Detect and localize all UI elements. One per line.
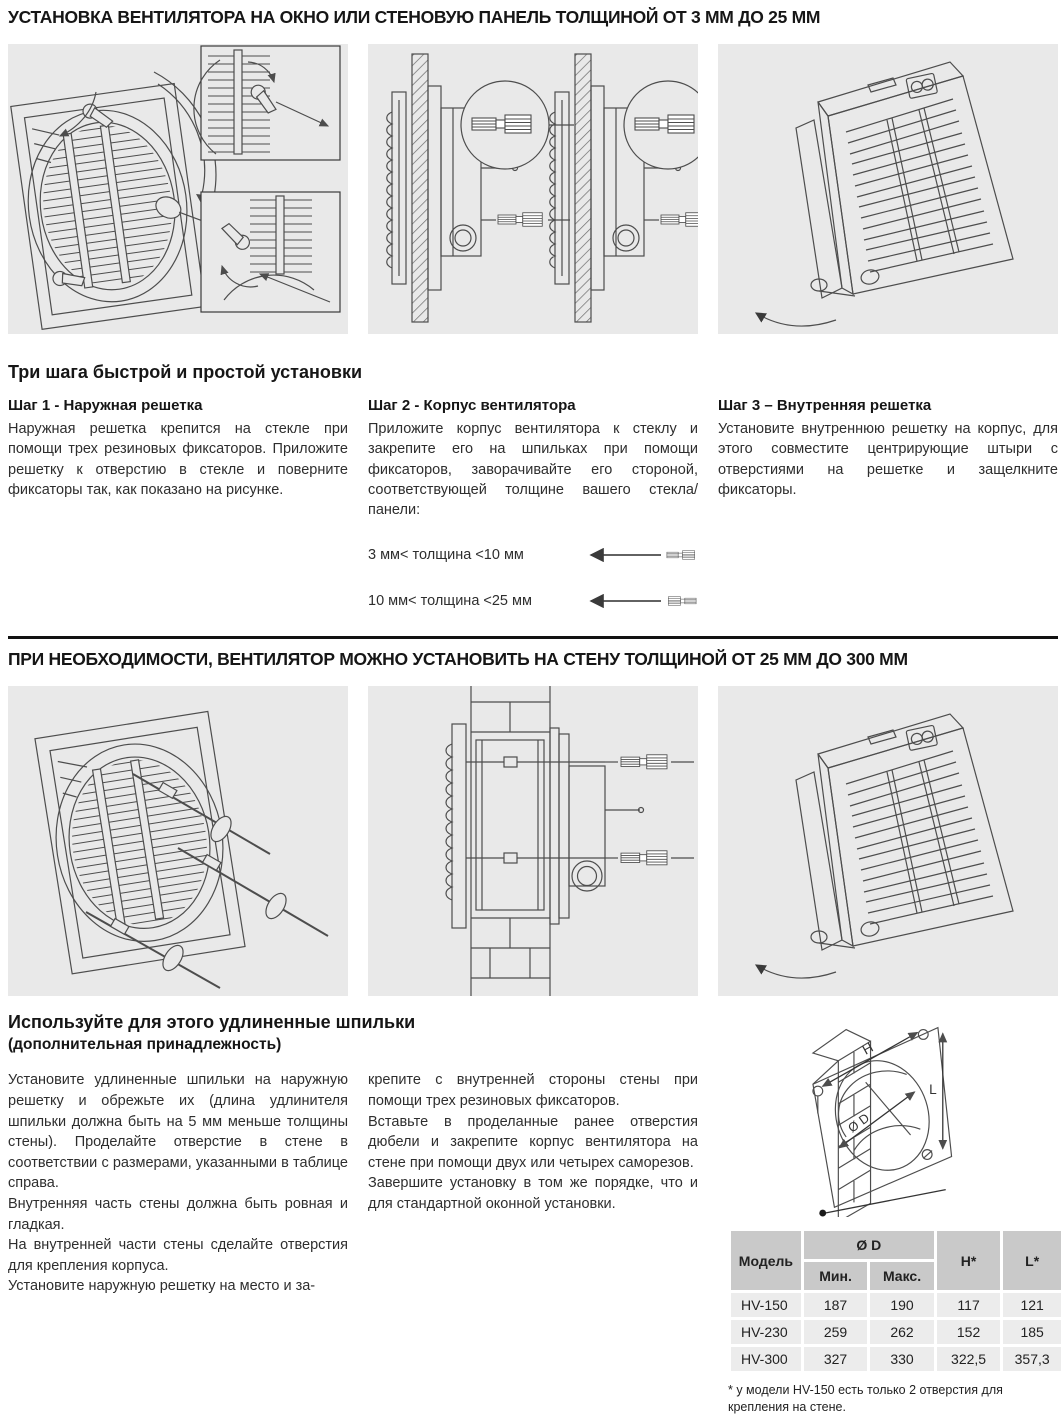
bottom-right-column [728, 1012, 1058, 1415]
cell-model: HV-230 [731, 1320, 801, 1344]
section2-title: ПРИ НЕОБХОДИМОСТИ, ВЕНТИЛЯТОР МОЖНО УСТАНОВИТЬ НА СТЕНУ ТОЛЩИНОЙ ОТ 25 ММ ДО 300 ММ [8, 649, 908, 670]
cell-h: 322,5 [937, 1347, 1001, 1371]
table-row [731, 1320, 1061, 1344]
section-divider [8, 636, 1058, 639]
cell-min: 259 [804, 1320, 867, 1344]
paragraph: Завершите установку в том же порядке, что и для стандартной оконной установки. [368, 1175, 698, 1212]
table-footnote: * у модели HV-150 есть только 2 отверстия для крепления на стене. [728, 1383, 1003, 1414]
paragraph: Вставьте в проделанные ранее отверстия дюбели и закрепите корпус вентилятора на стене при помощи двух или четырех саморезов. [368, 1113, 698, 1171]
left-arrow-icon [583, 548, 665, 562]
table-row [731, 1293, 1061, 1317]
col-header-d: Ø D [804, 1231, 934, 1259]
cell-h: 117 [937, 1293, 1001, 1317]
body-text-columns [8, 1070, 708, 1296]
section1-title: УСТАНОВКА ВЕНТИЛЯТОРА НА ОКНО ИЛИ СТЕНОВУЮ ПАНЕЛЬ ТОЛЩИНОЙ ОТ 3 ММ ДО 25 ММ [8, 7, 821, 27]
illustration-fan-perspective-2 [718, 686, 1058, 996]
bottom-section [8, 1012, 1058, 1415]
cell-min: 327 [804, 1347, 867, 1371]
fixator-icon [665, 544, 698, 566]
dimensions-table [728, 1228, 1064, 1374]
step-2-text: Приложите корпус вентилятора к стеклу и закрепите его на шпильках при помощи фиксаторов, заворачивайте его стороной, соответствующей толщине вашего стекла/панели: [368, 421, 698, 519]
left-arrow-icon [583, 594, 665, 608]
cell-l: 185 [1003, 1320, 1061, 1344]
col-header-max: Макс. [870, 1262, 934, 1290]
col-header-h: H* [937, 1231, 1001, 1290]
cell-min: 187 [804, 1293, 867, 1317]
thickness-option-2 [368, 590, 698, 612]
cell-l: 357,3 [1003, 1347, 1061, 1371]
section2-illustrations [8, 686, 1058, 996]
section1-illustrations [8, 44, 1058, 334]
body-text-left [8, 1070, 348, 1296]
illustration-grille-long-studs [8, 686, 348, 996]
step-3-title: Шаг 3 – Внутренняя решетка [718, 397, 932, 414]
illustration-fan-perspective [718, 44, 1058, 334]
cell-max: 330 [870, 1347, 934, 1371]
col-header-min: Мин. [804, 1262, 867, 1290]
cell-model: HV-300 [731, 1347, 801, 1371]
paragraph: Установите удлиненные шпильки на наружную решетку и обрежьте их (длина удлинителя шпильки должна быть на 5 мм меньше толщины стены). Проделайте отверстие в стене в соответствии с размерами, указанными в таблице справа. [8, 1072, 348, 1192]
bottom-left-column [8, 1012, 708, 1415]
illustration-wall-crosssection [368, 686, 698, 996]
paragraph: крепите с внутренней стороны стены при помощи трех резиновых фиксаторов. [368, 1072, 698, 1110]
step-2-title: Шаг 2 - Корпус вентилятора [368, 397, 576, 414]
thickness-option-1 [368, 544, 698, 566]
table-row [731, 1347, 1061, 1371]
col-header-l: L* [1003, 1231, 1061, 1290]
step-1-title: Шаг 1 - Наружная решетка [8, 397, 203, 414]
dimension-label-h: H [859, 1040, 876, 1059]
thickness-option-1-label: 3 мм< толщина <10 мм [368, 547, 524, 564]
installation-steps [8, 397, 1058, 612]
dimension-label-l: L [929, 1082, 937, 1098]
col-header-model: Модель [731, 1231, 801, 1290]
step-3-text: Установите внутреннюю решетку на корпус, для этого совместите центрирующие штыри с отверстиями на решетке и защелкните фиксаторы. [718, 421, 1058, 498]
step-1 [8, 397, 348, 612]
illustration-glass-crosssection [368, 44, 698, 334]
section2-subtitle: Используйте для этого удлиненные шпильки [8, 1012, 416, 1033]
paragraph: Внутренняя часть стены должна быть ровная и гладкая. [8, 1195, 348, 1233]
cell-model: HV-150 [731, 1293, 801, 1317]
section2-subtitle-note: (дополнительная принадлежность) [8, 1036, 282, 1054]
section1-subtitle: Три шага быстрой и простой установки [8, 362, 363, 382]
step-2 [368, 397, 698, 612]
step-1-text: Наружная решетка крепится на стекле при помощи трех резиновых фиксаторов. Приложите решетку к отверстию в стекле и поверните фиксаторы так, как показано на рисунке. [8, 421, 348, 498]
cell-l: 121 [1003, 1293, 1061, 1317]
paragraph: На внутренней части стены сделайте отверстия для крепления корпуса. [8, 1237, 348, 1274]
cell-max: 262 [870, 1320, 934, 1344]
wall-dimensions-diagram [728, 1012, 1058, 1217]
thickness-option-2-label: 10 мм< толщина <25 мм [368, 593, 532, 610]
dimension-label-d: Ø D [845, 1111, 873, 1136]
body-text-right [368, 1070, 698, 1296]
step-3 [718, 397, 1058, 612]
paragraph: Установите наружную решетку на место и за- [8, 1278, 316, 1295]
cell-h: 152 [937, 1320, 1001, 1344]
fixator-icon-mirrored [665, 590, 698, 612]
illustration-outer-grille-fixators [8, 44, 348, 334]
cell-max: 190 [870, 1293, 934, 1317]
